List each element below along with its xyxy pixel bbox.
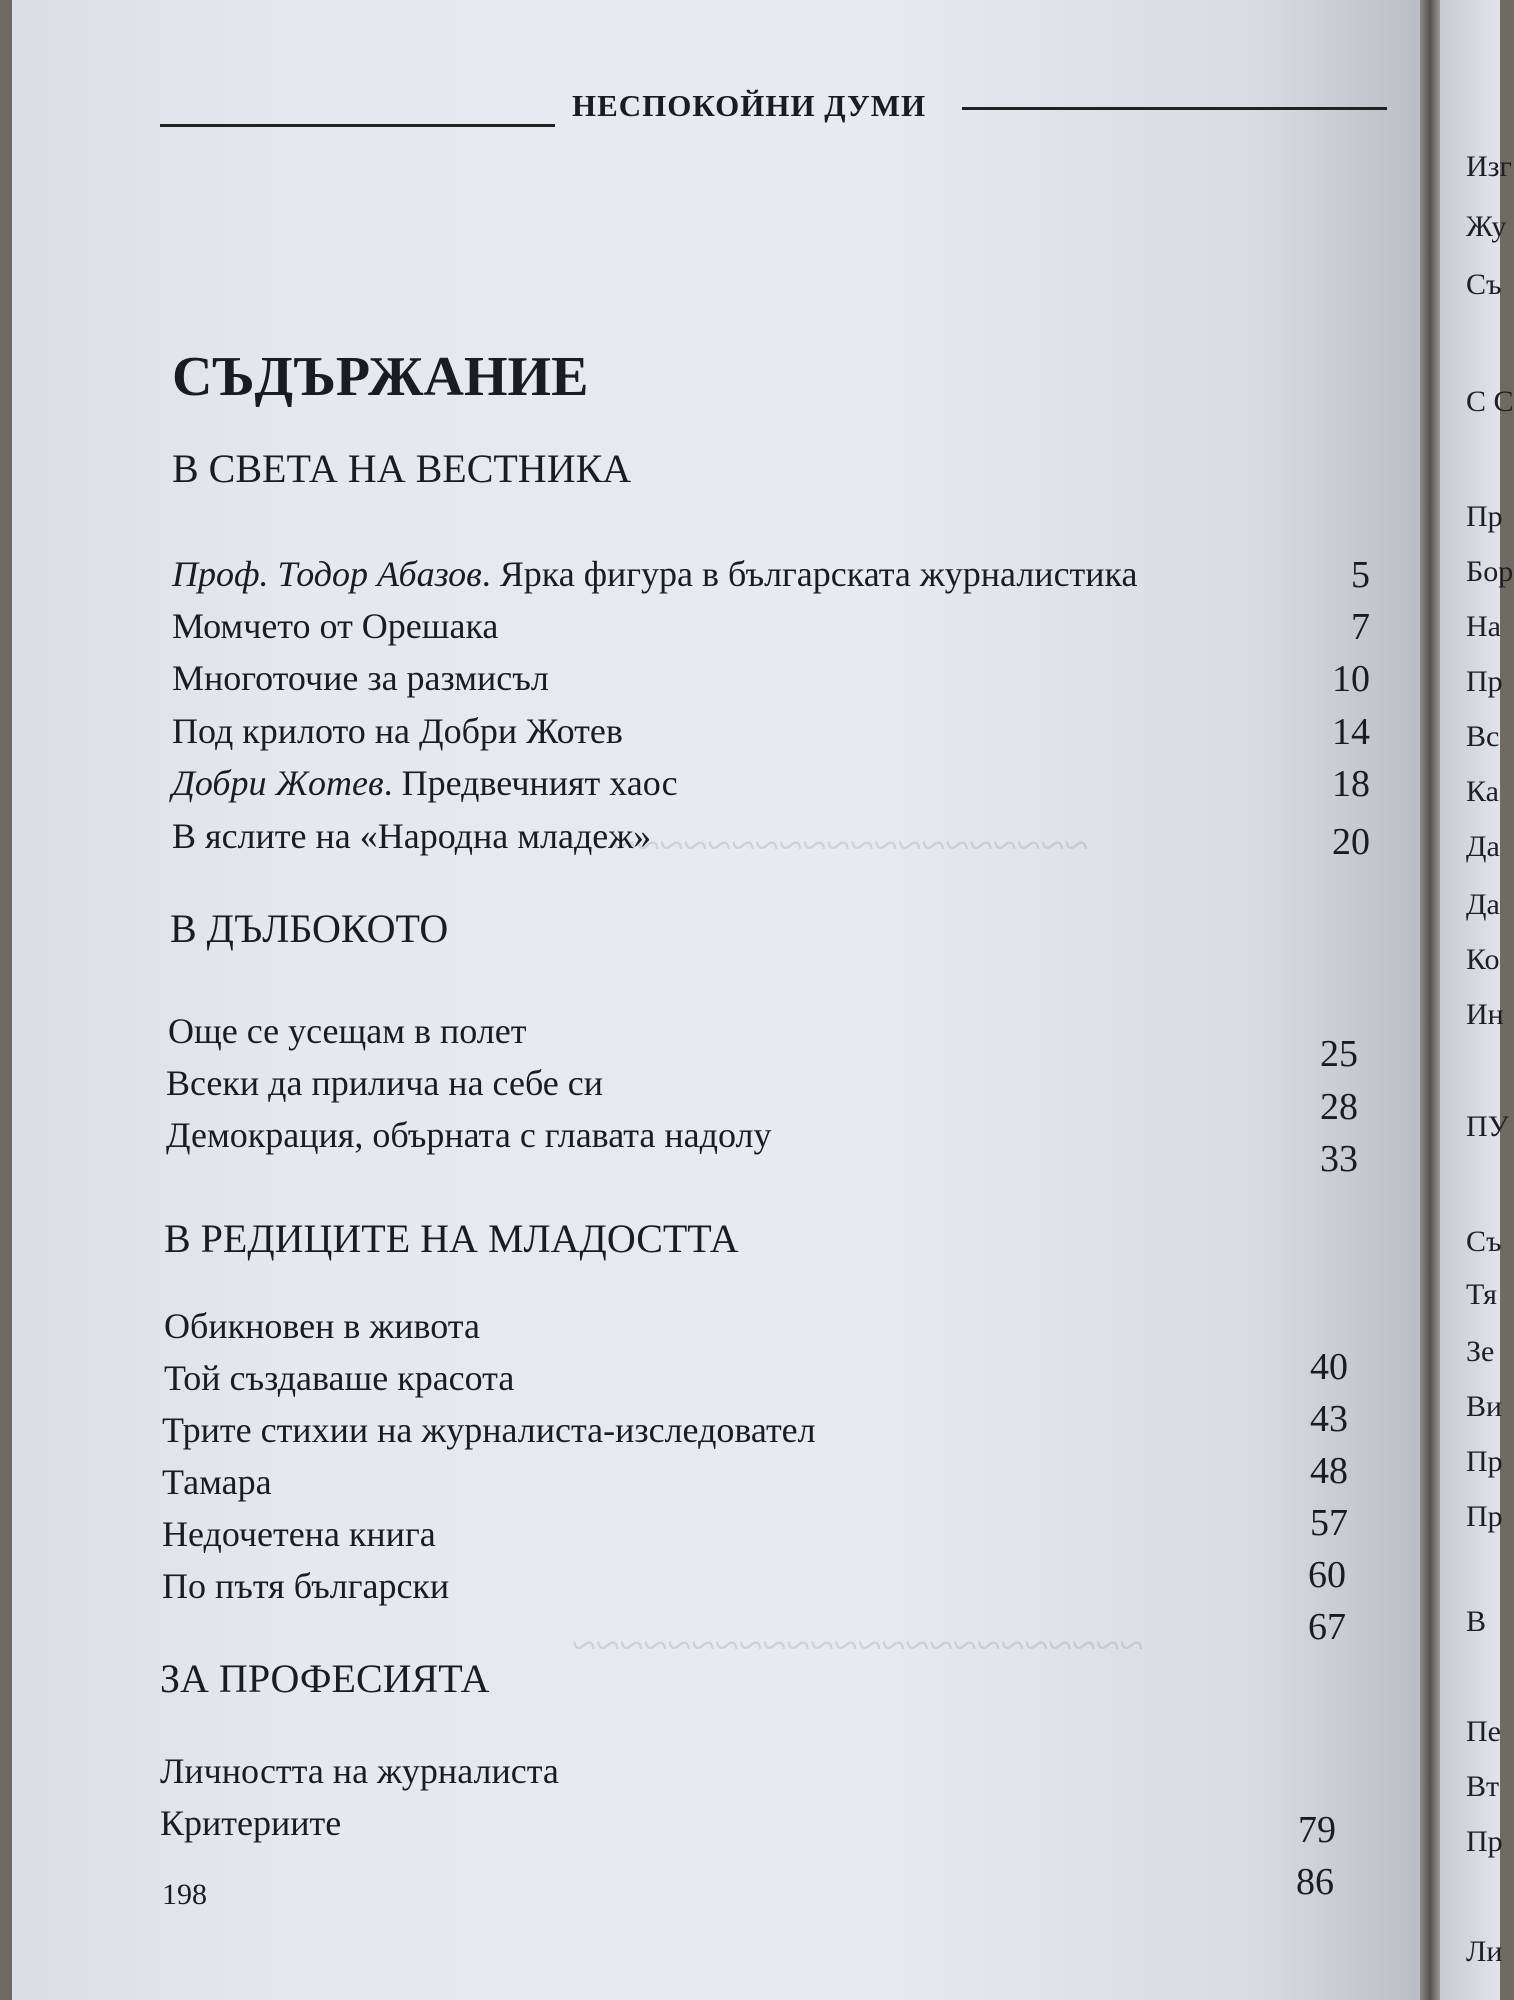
- page-number: 48: [1310, 1450, 1348, 1492]
- page-number: 40: [1310, 1346, 1348, 1388]
- entry-title: Критериите: [160, 1803, 342, 1843]
- facing-page-fragment: Съ: [1466, 1225, 1502, 1258]
- page-number: 60: [1308, 1554, 1346, 1596]
- page-number: 25: [1320, 1033, 1358, 1075]
- section-heading: В РЕДИЦИТЕ НА МЛАДОСТТА: [164, 1216, 739, 1261]
- section-heading: В СВЕТА НА ВЕСТНИКА: [172, 446, 632, 491]
- section-heading: В ДЪЛБОКОТО: [170, 906, 449, 951]
- entry-title: Трите стихии на журналиста-изследовател: [162, 1410, 816, 1450]
- entry-author: Добри Жотев: [172, 763, 384, 803]
- facing-page-fragment: Пр: [1466, 1825, 1503, 1858]
- page-number: 43: [1310, 1398, 1348, 1440]
- toc-entry[interactable]: [164, 1357, 514, 1399]
- toc-entry[interactable]: [172, 605, 498, 647]
- entry-title: По пътя български: [162, 1566, 450, 1606]
- facing-page-fragment: Бор: [1466, 555, 1514, 588]
- facing-page-fragment: Пр: [1466, 665, 1503, 698]
- toc-entry[interactable]: [172, 815, 651, 857]
- facing-page-fragment: С С: [1466, 385, 1514, 418]
- facing-page-fragment: Да: [1466, 830, 1500, 863]
- entry-author: Проф. Тодор Абазов: [172, 554, 482, 594]
- facing-page-fragment: Зе: [1466, 1335, 1495, 1368]
- running-head: НЕСПОКОЙНИ ДУМИ: [572, 88, 927, 123]
- entry-title: Личността на журналиста: [160, 1751, 559, 1791]
- page-title: СЪДЪРЖАНИЕ: [172, 346, 589, 408]
- page-number: 18: [1332, 763, 1370, 805]
- page-number: 7: [1351, 606, 1370, 648]
- entry-title: Недочетена книга: [162, 1514, 436, 1554]
- page-number: 10: [1332, 658, 1370, 700]
- entry-title: Тамара: [162, 1462, 272, 1502]
- header-rule-left: [160, 124, 555, 127]
- entry-title: Демокрация, обърната с главата надолу: [166, 1115, 772, 1155]
- entry-title: Всеки да прилича на себе си: [166, 1063, 604, 1103]
- toc-entry[interactable]: [166, 1062, 603, 1104]
- entry-title: Ярка фигура в българската журналистика: [499, 554, 1138, 594]
- toc-entry[interactable]: [172, 762, 678, 804]
- entry-title: Многоточие за размисъл: [172, 658, 549, 698]
- page-number: 57: [1310, 1502, 1348, 1544]
- toc-entry[interactable]: [172, 710, 623, 752]
- toc-entry[interactable]: [160, 1802, 341, 1844]
- page-number: 33: [1320, 1138, 1358, 1180]
- facing-page-fragment: Тя: [1466, 1278, 1497, 1311]
- facing-page-fragment: Вт: [1466, 1770, 1500, 1803]
- bleed-through-text: ~~~~~~~~~~~~~~~~~~~~~~~~: [572, 1621, 1144, 1670]
- facing-page-fragment: Пр: [1466, 500, 1503, 533]
- page-number: 5: [1351, 554, 1370, 596]
- toc-entry[interactable]: [168, 1010, 526, 1052]
- facing-page-fragment: Пе: [1466, 1715, 1501, 1748]
- facing-page-fragment: На: [1466, 610, 1501, 643]
- facing-page-fragment: Ко: [1466, 943, 1500, 976]
- facing-page-fragment: Пр: [1466, 1445, 1503, 1478]
- facing-page-fragment: Жу: [1466, 210, 1507, 243]
- page-number: 67: [1308, 1606, 1346, 1648]
- page-folio: 198: [162, 1878, 207, 1911]
- facing-page-fragment: Да: [1466, 888, 1500, 921]
- entry-title: Момчето от Орешака: [172, 606, 499, 646]
- entry-title: Под крилото на Добри Жотев: [172, 711, 623, 751]
- book-page: [12, 0, 1432, 2000]
- page-number: 86: [1296, 1861, 1334, 1903]
- toc-entry[interactable]: [166, 1114, 771, 1156]
- facing-page-fragment: Пр: [1466, 1500, 1503, 1533]
- facing-page: [1440, 0, 1514, 2000]
- facing-page-fragment: Изг: [1466, 150, 1512, 183]
- page-number: 14: [1332, 711, 1370, 753]
- toc-entry[interactable]: [172, 553, 1137, 595]
- entry-title: Той създаваше красота: [164, 1358, 515, 1398]
- entry-separator: .: [481, 554, 500, 594]
- facing-page-fragment: Съ: [1466, 268, 1502, 301]
- entry-title: В яслите на «Народна младеж»: [172, 816, 652, 856]
- page-number: 28: [1320, 1086, 1358, 1128]
- facing-page-fragment: Ви: [1466, 1390, 1503, 1423]
- toc-entry[interactable]: [164, 1305, 480, 1347]
- toc-entry[interactable]: [162, 1565, 449, 1607]
- book-gutter: [1420, 0, 1440, 2000]
- page-number: 79: [1298, 1809, 1336, 1851]
- toc-entry[interactable]: [160, 1750, 559, 1792]
- section-heading: ЗА ПРОФЕСИЯТА: [160, 1656, 490, 1701]
- toc-entry[interactable]: [162, 1513, 436, 1555]
- toc-entry[interactable]: [162, 1461, 272, 1503]
- facing-page-fragment: Ли: [1466, 1935, 1503, 1968]
- facing-page-fragment: В: [1466, 1605, 1487, 1638]
- bleed-through-text: ~~~~~~~~~~~~~~~~~~~~: [612, 821, 1089, 870]
- header-rule-right: [962, 107, 1387, 110]
- facing-page-fragment: Вс: [1466, 720, 1500, 753]
- facing-page-fragment: Ка: [1466, 775, 1499, 808]
- entry-separator: .: [383, 763, 402, 803]
- facing-page-fragment: Ин: [1466, 998, 1504, 1031]
- page-number: 20: [1332, 821, 1370, 863]
- entry-title: Предвечният хаос: [401, 763, 678, 803]
- entry-title: Обикновен в живота: [164, 1306, 480, 1346]
- toc-entry[interactable]: [172, 657, 549, 699]
- toc-entry[interactable]: [162, 1409, 816, 1451]
- entry-title: Още се усещам в полет: [168, 1011, 527, 1051]
- facing-page-fragment: ПУ: [1466, 1110, 1509, 1143]
